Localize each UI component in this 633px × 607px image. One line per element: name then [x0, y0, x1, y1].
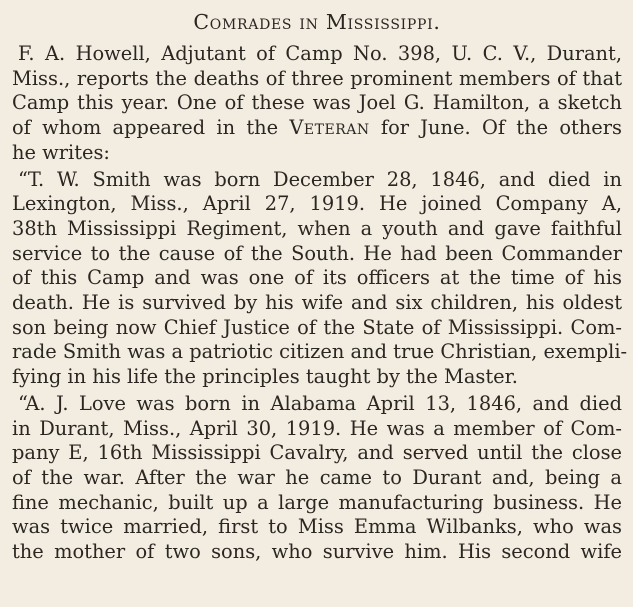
text-line: Camp this year. One of these was Joel G. Hamilton, a sketch [12, 91, 622, 115]
text-line: fine mechanic, built up a large manufacturing business. He [12, 490, 622, 514]
text-line: of the war. After the war he came to Durant and, being a [12, 465, 622, 489]
text-line: was twice married, first to Miss Emma Wilbanks, who was [12, 515, 622, 539]
text-line: fying in his life the principles taught by the Master. [12, 365, 518, 389]
paragraph-intro [12, 42, 622, 166]
publication-name: Veteran [289, 116, 370, 140]
text-line: Miss., reports the deaths of three prominent members of that [12, 66, 622, 90]
text-line: service to the cause of the South. He had been Commander [12, 241, 622, 265]
text-line: in Durant, Miss., April 30, 1919. He was a member of Com- [12, 416, 622, 440]
text-line: of whom appeared in the Veteran for June. Of the others [12, 116, 622, 140]
text-line: death. He is survived by his wife and six children, his oldest [12, 291, 622, 315]
paragraph-smith [12, 167, 628, 390]
text-line: F. A. Howell, Adjutant of Camp No. 398, U. C. V., Durant, [18, 42, 622, 65]
text-line: the mother of two sons, who survive him. His second wife [12, 540, 622, 564]
article-heading: Comrades in Mississippi. [193, 10, 441, 34]
text-line: he writes: [12, 140, 110, 164]
text-line: 38th Mississippi Regiment, when a youth and gave faithful [12, 216, 622, 240]
text-line: “T. W. Smith was born December 28, 1846, and died in [18, 167, 622, 191]
paragraph-love [12, 392, 622, 565]
text-line: rade Smith was a patriotic citizen and true Christian, exempli- [12, 340, 628, 364]
text-line: son being now Chief Justice of the State of Mississippi. Com- [12, 315, 622, 339]
text-line: Lexington, Miss., April 27, 1919. He joined Company A, [12, 192, 622, 216]
text-line: “A. J. Love was born in Alabama April 13, 1846, and died [18, 391, 622, 415]
text-line: of this Camp and was one of its officers at the time of his [12, 266, 622, 290]
text-line: pany E, 16th Mississippi Cavalry, and served until the close [12, 441, 622, 465]
